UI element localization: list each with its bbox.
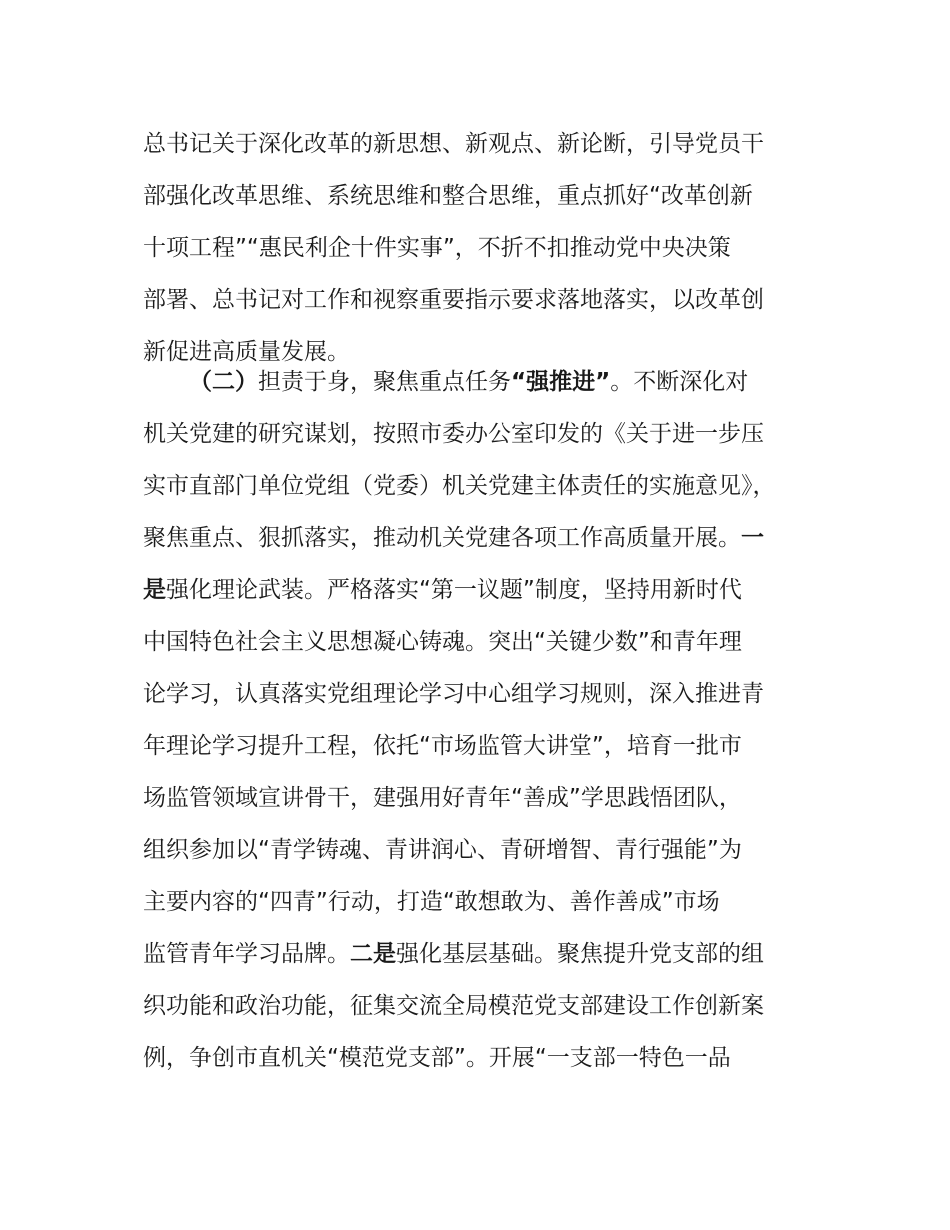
text-line	[143, 512, 813, 564]
text-line	[143, 928, 813, 980]
text-segment: 聚焦重点、狠抓落实，推动机关党建各项工作高质量开展。	[143, 525, 741, 551]
point-marker: 是	[143, 577, 166, 603]
text-line: 场监管领域宣讲骨干，建强用好青年“善成”学思践悟团队，	[143, 785, 742, 811]
section-number: （二）	[189, 369, 258, 395]
text-line: 部强化改革思维、系统思维和整合思维，重点抓好“改革创新	[143, 183, 753, 209]
text-line: 实市直部门单位党组（党委）机关党建主体责任的实施意见》，	[143, 473, 776, 499]
text-segment: 强化基层基础。聚焦提升党支部的组	[396, 941, 764, 967]
text-line: 部署、总书记对工作和视察重要指示要求落地落实，以改革创	[143, 287, 764, 313]
text-line: 组织参加以“青学铸魂、青讲润心、青研增智、青行强能”为	[143, 837, 742, 863]
text-line: 论学习，认真落实党组理论学习中心组学习规则，深入推进青	[143, 681, 764, 707]
text-line: 总书记关于深化改革的新思想、新观点、新论断，引导党员干	[143, 131, 764, 157]
point-marker: 一	[741, 525, 764, 551]
text-line	[143, 564, 813, 616]
text-line: 年理论学习提升工程，依托“市场监管大讲堂”，培育一批市	[143, 733, 742, 759]
text-segment: 。不断深化对	[610, 369, 749, 395]
text-line: 织功能和政治功能，征集交流全局模范党支部建设工作创新案	[143, 993, 764, 1019]
section-keyword: “强推进”	[511, 369, 611, 395]
text-line: 主要内容的“四青”行动，打造“敢想敢为、善作善成”市场	[143, 889, 720, 915]
paragraph-1	[143, 118, 813, 378]
text-line: 机关党建的研究谋划，按照市委办公室印发的《关于进一步压	[143, 421, 764, 447]
text-line	[143, 356, 813, 408]
text-line: 例，争创市直机关“模范党支部”。开展“一支部一特色一品	[143, 1045, 731, 1071]
text-line: 新促进高质量发展。	[143, 339, 350, 365]
text-line: 十项工程”“惠民利企十件实事”，不折不扣推动党中央决策	[143, 235, 731, 261]
section-heading: 担责于身，聚焦重点任务	[258, 369, 511, 395]
point-marker: 二是	[350, 941, 396, 967]
paragraph-2	[143, 356, 813, 1084]
text-line: 中国特色社会主义思想凝心铸魂。突出“关键少数”和青年理	[143, 629, 742, 655]
text-segment: 监管青年学习品牌。	[143, 941, 350, 967]
text-segment: 强化理论武装。严格落实“第一议题”制度，坚持用新时代	[166, 577, 742, 603]
